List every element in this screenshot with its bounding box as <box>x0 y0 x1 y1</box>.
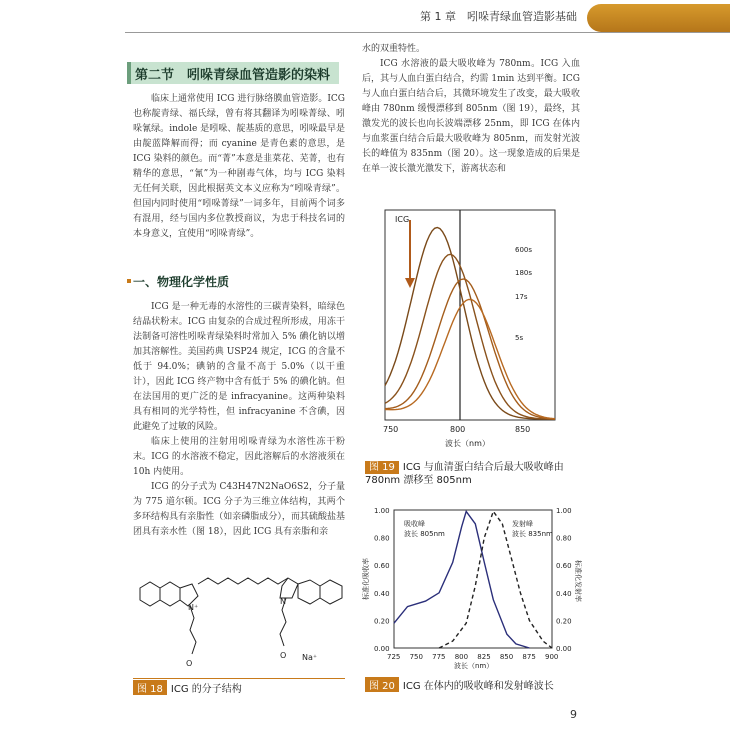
fig20-yright-label: 标准化发射率 <box>574 560 582 602</box>
fig20-emi-label-2: 波长 835nm <box>512 530 553 538</box>
fig19-icg-label: ICG <box>395 215 410 224</box>
fig20-xtick: 800 <box>454 653 469 661</box>
right-ring-a <box>298 580 320 604</box>
fig20-xtick: 875 <box>522 653 536 661</box>
fig20-ytick-r: 0.80 <box>556 534 572 543</box>
fig20-abs-label-1: 吸收峰 <box>404 520 425 528</box>
fig18-tag: 图 18 <box>133 680 167 695</box>
fig20-ytick-r: 0.00 <box>556 645 572 653</box>
header-rule <box>125 32 730 33</box>
page-header <box>0 0 730 40</box>
fig19-label-17s: 17s <box>515 293 528 301</box>
body-paragraph-1: ICG 是一种无毒的水溶性的三碳青染料，暗绿色结晶状粉末。ICG 由复杂的合成过程所形成，用冻干法制备可溶性吲哚青绿染料时常加入 5% 碘化钠以增加其溶解性。美国药典 USP24 规定，ICG 的含量不低于 94.0%；碘钠的含量不高于 5.0%（以干重计），因此 ICG 终产物中含有低于 5% 的碘化钠。但在法国用的更广泛的是 infracyanine。这两种染料具有相同的光学特性，但 infracyanine 不含碘，因此避免了过敏的风险。 <box>133 302 345 432</box>
fig20-abs-label-2: 波长 805nm <box>404 530 445 538</box>
section-title: 第二节 吲哚青绿血管造影的染料 <box>135 68 331 83</box>
left-body <box>133 300 345 540</box>
fig20-ytick-l: 0.20 <box>374 617 390 626</box>
right-body <box>362 42 580 177</box>
fig19-tick-750: 750 <box>383 425 399 434</box>
fig20-xtick: 825 <box>477 653 491 661</box>
fig19-label-5s: 5s <box>515 334 524 342</box>
fig19-caption <box>365 461 580 487</box>
fig19-label-180s: 180s <box>515 269 533 277</box>
fig20-xtick: 750 <box>409 653 423 661</box>
fig20-chart <box>362 500 584 672</box>
chapter-title: 第 1 章 吲哚青绿血管造影基础 <box>420 10 577 23</box>
fig20-ytick-r: 0.40 <box>556 589 572 598</box>
fig20-ytick-l: 0.60 <box>374 562 390 571</box>
intro-paragraph <box>133 92 345 242</box>
sodium-label: Na⁺ <box>302 653 318 662</box>
right-ring-b <box>320 580 342 604</box>
polymethine-chain <box>198 578 288 584</box>
fig19-icg-arrowhead <box>405 278 415 288</box>
left-ring-b <box>160 582 180 606</box>
fig19-xlabel: 波长（nm） <box>445 439 490 448</box>
left-ring-a <box>140 582 160 606</box>
left-side-chain <box>190 606 196 654</box>
fig20-emi-label-1: 发射峰 <box>512 520 533 528</box>
fig19-tag: 图 19 <box>365 461 399 474</box>
intro-text: 临床上通常使用 ICG 进行脉络膜血管造影。ICG 也称靛青绿、福氏绿，曾有将其翻译为吲哚菁绿、吲哚氰绿。indole 是吲哚、靛基质的意思，吲哚最早是由靛蓝降解而得；而 cyanine 是青色素的意思，是 ICG 染料的颜色。而“菁”本意是韭菜花、芜菁，也有精华的意思，“氰”为一种剧毒气体，均与 ICG 染料无任何关联，因此根据英文本义应称为“吲哚青绿”。但国内同时使用“吲哚菁绿”一词多年，目前两个词多有混用，经与国内多位教授商议，为忠于科技名词的本身意义，宜使用“吲哚青绿”。 <box>133 94 345 239</box>
right-o-label: O <box>280 651 287 660</box>
fig20-ytick-l: 0.80 <box>374 534 390 543</box>
right-paragraph-1: 水的双重特性。 <box>362 44 426 54</box>
fig20-caption-text: ICG 在体内的吸收峰和发射峰波长 <box>402 681 554 692</box>
fig18-caption-rule <box>133 678 345 679</box>
fig20-xtick: 725 <box>387 653 401 661</box>
body-paragraph-3: ICG 的分子式为 C43H47N2NaO6S2，分子量为 775 道尔顿。ICG 分子为三维立体结构，其两个多环结构具有亲脂性（如亲磷脂成分），而其硫酸盐基团具有亲水性（图 18），因此 ICG 具有亲脂和亲 <box>133 482 345 537</box>
fig19-chart <box>365 200 580 450</box>
chapter-tab <box>587 4 730 32</box>
n-label: N <box>280 597 286 606</box>
fig20-ytick-r: 1.00 <box>556 507 572 515</box>
fig18-molecule <box>130 558 348 674</box>
fig20-caption <box>365 677 554 692</box>
fig19-curve-600s <box>385 299 555 418</box>
subheading: 一、物理化学性质 <box>133 275 230 289</box>
fig20-ytick-l: 1.00 <box>374 507 390 515</box>
right-paragraph-2: ICG 水溶液的最大吸收峰为 780nm。ICG 入血后，其与人血白蛋白结合，约需 1min 达到平衡。ICG 与人血白蛋白结合后，其微环境发生了改变，最大吸收峰由 780nm 缓慢漂移到 805nm（图 19），最终，其激发光的波长也向长波端漂移 25nm，即 ICG 在体内与血浆蛋白结合后最大吸收峰为 805nm，而发射光波长的峰值为 835nm（图 20）。这一现象造成的后果是在单一波长激光激发下，游离状态和 <box>362 59 580 174</box>
fig20-ytick-l: 0.00 <box>374 645 390 653</box>
page-number: 9 <box>570 708 577 721</box>
fig19-tick-850: 850 <box>515 425 531 434</box>
fig20-yleft-label: 标准化吸收率 <box>362 558 370 600</box>
body-paragraph-2: 临床上使用的注射用吲哚青绿为水溶性冻干粉末。ICG 的水溶液不稳定，因此溶解后的水溶液须在 10h 内使用。 <box>133 437 345 477</box>
fig20-xtick: 900 <box>545 653 559 661</box>
n-plus-label: N⁺ <box>188 603 199 612</box>
fig20-xlabel: 波长（nm） <box>454 662 494 670</box>
fig20-ytick-l: 0.40 <box>374 589 390 598</box>
fig18-caption-text: ICG 的分子结构 <box>170 684 242 695</box>
fig20-ytick-r: 0.20 <box>556 617 572 626</box>
fig19-caption-text: ICG 与血清蛋白结合后最大吸收峰由 780nm 漂移至 805nm <box>365 462 564 486</box>
fig19-tick-800: 800 <box>450 425 466 434</box>
fig20-xtick: 775 <box>432 653 446 661</box>
fig20-tag: 图 20 <box>365 677 399 692</box>
left-o-label: O <box>186 659 193 668</box>
fig18-caption <box>133 680 242 695</box>
fig19-label-600s: 600s <box>515 246 533 254</box>
fig20-xtick: 850 <box>499 653 514 661</box>
fig20-ytick-r: 0.60 <box>556 562 572 571</box>
